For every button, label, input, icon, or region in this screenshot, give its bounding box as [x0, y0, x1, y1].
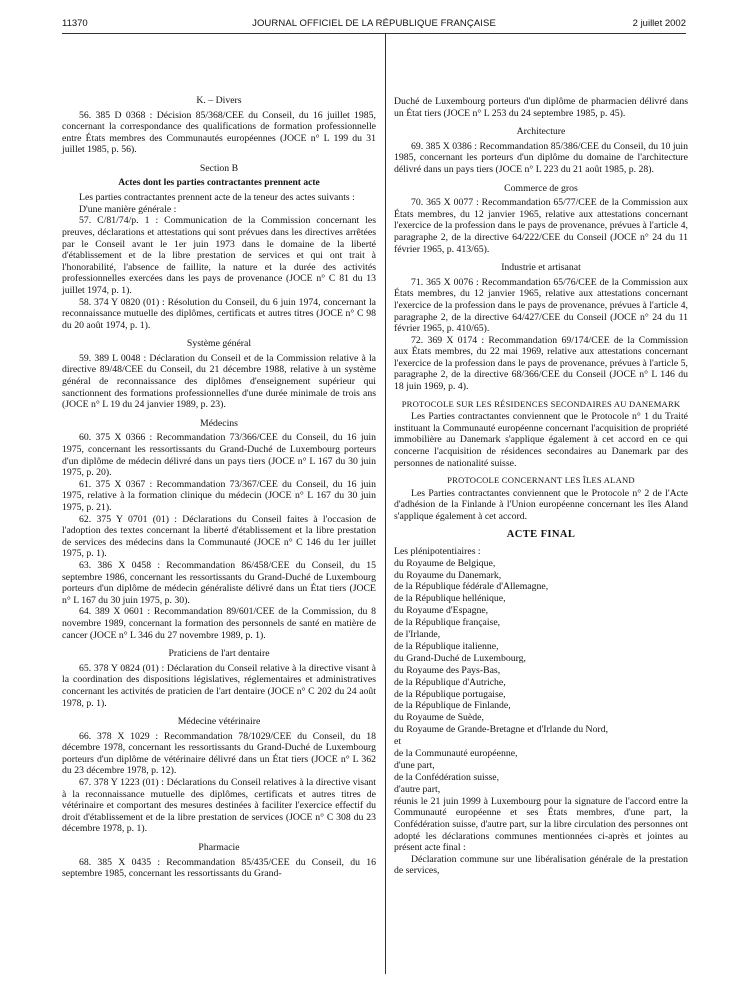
entry-59: 59. 389 L 0048 : Déclaration du Conseil et de la Commission relative à la directive 89/48/CEE du Conseil, du 21 décembre 1988, relative à un système général de reconnaissance des diplômes d'enseignement supérieur qui sanctionnent des formations professionnelles d'une durée minimale de trois ans (JOCE n° L 19 du 24 janvier 1989, p. 23). [62, 352, 376, 411]
entry-65: 65. 378 Y 0824 (01) : Déclaration du Conseil relative à la directive visant à la coordination des dispositions législatives, réglementaires et administratives concernant les activités de praticien de l'art dentaire (JOCE n° C 202 du 24 août 1978, p. 1). [62, 662, 376, 709]
signatory-item: du Royaume d'Espagne, [394, 605, 489, 617]
entry-63: 63. 386 X 0458 : Recommandation 86/458/CEE du Conseil, du 15 septembre 1986, concernant les ressortissants du Grand-Duché de Luxembourg porteurs d'un diplôme de médecin généraliste délivré dans un État tiers (JOCE n° L 167 du 30 juin 1975, p. 30). [62, 559, 376, 606]
issue-date: 2 juillet 2002 [632, 18, 686, 29]
column-divider [385, 34, 386, 974]
signatory-item: et [394, 736, 402, 748]
page-number: 11370 [62, 18, 88, 29]
entry-61: 61. 375 X 0367 : Recommandation 73/367/CEE du Conseil, du 16 juin 1975, relative à la formation clinique du médecin (JOCE n° L 167 du 30 juin 1975, p. 21). [62, 478, 376, 513]
heading-commerce-de-gros: Commerce de gros [504, 182, 578, 194]
signatory-item: de la Communauté européenne, [394, 748, 518, 760]
heading-art-dentaire: Praticiens de l'art dentaire [168, 648, 270, 660]
signatory-item: de la Confédération suisse, [394, 771, 500, 783]
signatory-item: d'autre part, [394, 783, 441, 795]
entry-67: 67. 378 Y 1223 (01) : Déclarations du Conseil relatives à la directive visant à la reconnaissance mutuelle des diplômes, certificats et autres titres de vétérinaire et comportant des mesures destinées à faciliter l'exercice effectif du droit d'établissement et de la libre prestation de services (JOCE n° C 308 du 23 décembre 1978, p. 1). [62, 777, 376, 835]
section-b-title: Actes dont les parties contractantes prennent acte [118, 177, 320, 188]
entry-60: 60. 375 X 0366 : Recommandation 73/366/CEE du Conseil, du 16 juin 1975, concernant les ressortissants du Grand-Duché de Luxembourg porteurs d'un diplôme de médecin délivré dans un pays tiers (JOCE n° L 167 du 30 juin 1975, p. 20). [62, 432, 376, 479]
general-label: D'une manière générale : [79, 203, 177, 215]
heading-protocole-danemark: PROTOCOLE SUR LES RÉSIDENCES SECONDAIRES AU DANEMARK [401, 398, 681, 409]
entry-70: 70. 365 X 0077 : Recommandation 65/77/CEE de la Commission aux États membres, du 12 janvier 1965, relative aux attestations concernant l'exercice de la profession dans le pays de provenance, prévues à l'article 4, paragraphe 2, de la directive 64/222/CEE du Conseil (JOCE n° 24 du 11 février 1965, p. 413/65). [394, 197, 688, 255]
signatory-item: de la République portugaise, [394, 688, 506, 700]
signatory-item: du Royaume du Danemark, [394, 569, 502, 581]
plenipotentiaires-label: Les plénipotentiaires : [394, 546, 481, 557]
signatory-item: de la République italienne, [394, 640, 499, 652]
heading-acte-final: ACTE FINAL [506, 529, 576, 541]
entry-58: 58. 374 Y 0820 (01) : Résolution du Conseil, du 6 juin 1974, concernant la reconnaissance mutuelle des diplômes, certificats et autres titres (JOCE n° C 98 du 20 août 1974, p. 1). [62, 296, 376, 331]
entry-68-continued: Duché de Luxembourg porteurs d'un diplôme de pharmacien délivré dans un État tiers (JOCE n° L 253 du 24 septembre 1985, p. 45). [394, 96, 688, 119]
signatory-item: du Royaume des Pays-Bas, [394, 664, 501, 676]
signatory-item: de la République française, [394, 617, 501, 629]
signatory-item: de la République de Finlande, [394, 700, 511, 712]
signatory-item: de la République fédérale d'Allemagne, [394, 581, 549, 593]
signatory-item: de la République hellénique, [394, 593, 506, 605]
signatory-item: du Grand-Duché de Luxembourg, [394, 652, 526, 664]
section-heading-divers: K. – Divers [196, 95, 242, 106]
entry-68: 68. 385 X 0435 : Recommandation 85/435/CEE du Conseil, du 16 septembre 1985, concernant les ressortissants du Grand- [62, 856, 376, 880]
heading-industrie-artisanat: Industrie et artisanat [501, 262, 581, 274]
signatory-item: du Royaume de Grande-Bretagne et d'Irlande du Nord, [394, 724, 609, 736]
entry-62: 62. 375 Y 0701 (01) : Déclarations du Conseil faites à l'occasion de l'adoption des textes concernant la liberté d'établissement et la libre prestation de services des médecins dans la Communauté (JOCE n° C 146 du 1er juillet 1975, p. 1). [62, 513, 376, 560]
signatory-list [394, 558, 688, 796]
protocole-danemark-text: Les Parties contractantes conviennent que le Protocole n° 1 du Traité instituant la Communauté européenne concernant l'acquisition de propriété immobilière au Danemark s'applique également à cet accord en ce qui concerne l'acquisition de résidences secondaires au Danemark par des personnes de nationalité suisse. [394, 411, 688, 469]
signatory-item: de la République d'Autriche, [394, 676, 506, 688]
declaration-commune: Déclaration commune sur une libéralisation générale de la prestation de services, [394, 853, 688, 877]
entry-57: 57. C/81/74/p. 1 : Communication de la Commission concernant les preuves, déclarations et attestations qui sont prévues dans les directives arrêtées par le Conseil avant le 1er juin 1973 dans le domaine de la liberté d'établissement et de la libre prestation de services et qui ont trait à l'honorabilité, l'absence de faillite, la nature et la durée des activités professionnelles exercées dans les pays de provenance (JOCE n° C 81 du 13 juillet 1974, p. 1). [62, 215, 376, 296]
page-header [62, 18, 686, 32]
section-b-intro: Les parties contractantes prennent acte de la teneur des actes suivants : [79, 192, 355, 204]
signatory-item: de l'Irlande, [394, 629, 441, 641]
signatory-item: du Royaume de Suède, [394, 712, 484, 724]
reunis-paragraph: réunis le 21 juin 1999 à Luxembourg pour la signature de l'accord entre la Communauté européenne et ses États membres, d'une part, la Confédération suisse, d'autre part, sur la libre circulation des personnes ont adopté les déclarations communes mentionnées ci-après et jointes au présent acte final : [394, 795, 688, 854]
right-column [394, 96, 688, 877]
entry-56: 56. 385 D 0368 : Décision 85/368/CEE du Conseil, du 16 juillet 1985, concernant la correspondance des qualifications de formation professionnelle entre États membres des Communautés européennes (JOCE n° L 199 du 31 juillet 1985, p. 56). [62, 109, 376, 156]
heading-medecine-veterinaire: Médecine vétérinaire [177, 716, 261, 728]
entry-71: 71. 365 X 0076 : Recommandation 65/76/CEE de la Commission aux États membres, du 12 janvier 1965, relative aux attestations concernant l'exercice de la profession dans le pays de provenance, prévues à l'article 4, paragraphe 2, de la directive 64/427/CEE du Conseil (JOCE n° 24 du 11 février 1965, p. 410/65). [394, 276, 688, 335]
entry-66: 66. 378 X 1029 : Recommandation 78/1029/CEE du Conseil, du 18 décembre 1978, concernant les ressortissants du Grand-Duché de Luxembourg porteurs d'un diplôme de vétérinaire délivré dans un État tiers (JOCE n° L 362 du 23 décembre 1978, p. 12). [62, 730, 376, 777]
left-column [62, 95, 376, 880]
header-rule [62, 33, 686, 34]
section-b-heading: Section B [199, 162, 239, 174]
heading-systeme-general: Système général [186, 338, 252, 350]
journal-title: JOURNAL OFFICIEL DE LA RÉPUBLIQUE FRANÇAISE [252, 18, 496, 29]
protocole-aland-text: Les Parties contractantes conviennent que le Protocole n° 2 de l'Acte d'adhésion de la Finlande à l'Union européenne concernant les îles Aland s'applique également à cet accord. [394, 487, 688, 522]
heading-protocole-aland: PROTOCOLE CONCERNANT LES ÎLES ALAND [447, 475, 635, 486]
signatory-item: du Royaume de Belgique, [394, 557, 496, 569]
signatory-item: d'une part, [394, 760, 435, 771]
heading-medecins: Médecins [200, 417, 238, 429]
entry-69: 69. 385 X 0386 : Recommandation 85/386/CEE du Conseil, du 10 juin 1985, concernant les porteurs d'un diplôme du domaine de l'architecture délivré dans un pays tiers (JOCE n° L 223 du 21 août 1985, p. 28). [394, 140, 688, 175]
heading-architecture: Architecture [516, 126, 566, 138]
heading-pharmacie: Pharmacie [198, 842, 240, 854]
entry-72: 72. 369 X 0174 : Recommandation 69/174/CEE de la Commission aux États membres, du 22 mai 1969, relative aux attestations concernant l'exercice de la profession dans le pays de provenance, prévues à l'article 5, paragraphe 2, de la directive 68/366/CEE du Conseil (JOCE n° L 146 du 18 juin 1969, p. 4). [394, 334, 688, 393]
entry-64: 64. 389 X 0601 : Recommandation 89/601/CEE de la Commission, du 8 novembre 1989, concernant la formation des personnels de santé en matière de cancer (JOCE n° L 346 du 27 novembre 1989, p. 1). [62, 606, 376, 641]
